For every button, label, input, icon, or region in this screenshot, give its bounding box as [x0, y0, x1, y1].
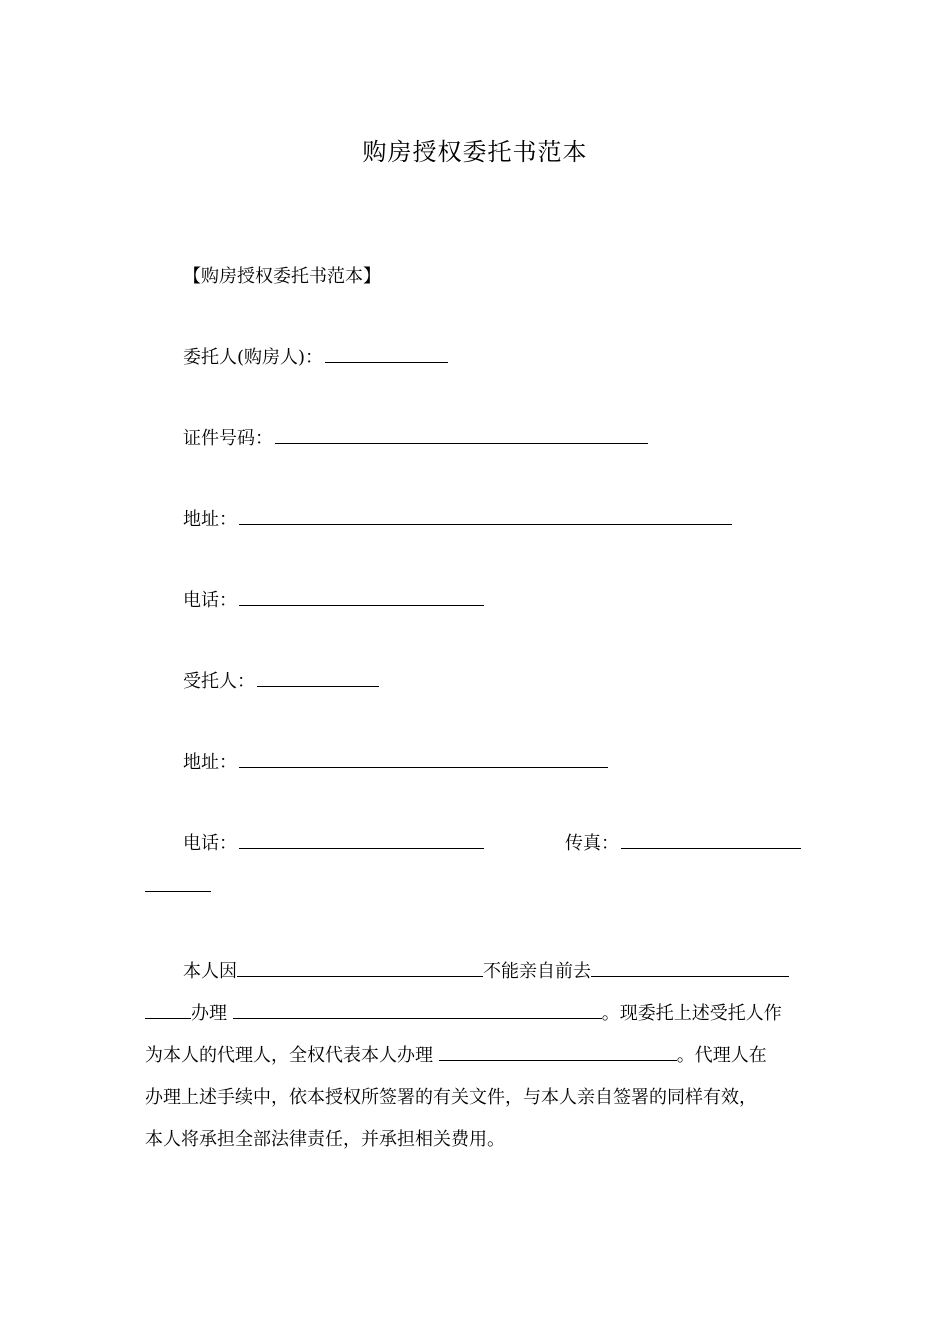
principal-address-blank[interactable]: [239, 506, 732, 525]
paragraph-line-4: 办理上述手续中，依本授权所签署的有关文件，与本人亲自签署的同样有效，: [145, 1087, 757, 1108]
agent-phone-blank[interactable]: [239, 830, 484, 849]
document-heading: 【购房授权委托书范本】: [183, 266, 381, 287]
authorized-matter-blank[interactable]: [439, 1042, 677, 1061]
agent-fax-label: 传真：: [565, 833, 619, 854]
id-number-blank[interactable]: [275, 425, 648, 444]
agent-address-label: 地址：: [183, 752, 237, 773]
principal-phone-row: [183, 587, 484, 614]
id-number-row: [183, 425, 648, 452]
paragraph-seg-3: 办理: [191, 1003, 227, 1024]
paragraph-line-3: [145, 1035, 805, 1077]
paragraph-seg-2: 不能亲自前去: [483, 961, 591, 982]
principal-address-row: [183, 506, 732, 533]
location-blank-continued[interactable]: [145, 1000, 191, 1019]
principal-row: [183, 344, 448, 371]
agent-fax-blank-continued[interactable]: [145, 873, 211, 892]
agent-phone-row: [183, 830, 484, 857]
principal-blank[interactable]: [325, 344, 448, 363]
id-number-label: 证件号码：: [183, 428, 273, 449]
principal-label: 委托人(购房人)：: [183, 347, 324, 368]
agent-row: [183, 668, 379, 695]
agent-label: 受托人：: [183, 671, 255, 692]
document-title: 购房授权委托书范本: [362, 138, 588, 166]
principal-phone-label: 电话：: [183, 590, 237, 611]
agent-phone-label: 电话：: [183, 833, 237, 854]
paragraph-line-1: [145, 951, 805, 993]
agent-address-row: [183, 749, 608, 776]
principal-phone-blank[interactable]: [239, 587, 484, 606]
paragraph-seg-5: 为本人的代理人，全权代表本人办理: [145, 1045, 433, 1066]
agent-fax-blank[interactable]: [621, 830, 801, 849]
agent-address-blank[interactable]: [239, 749, 608, 768]
authorization-paragraph: [145, 951, 805, 1161]
paragraph-line-2: [145, 993, 805, 1035]
agent-blank[interactable]: [257, 668, 379, 687]
principal-address-label: 地址：: [183, 509, 237, 530]
paragraph-seg-6: 。代理人在: [676, 1045, 767, 1066]
agent-fax-row: [565, 830, 801, 857]
location-blank[interactable]: [591, 958, 789, 977]
paragraph-seg-4: 。现委托上述受托人作: [601, 1003, 782, 1024]
matter-blank[interactable]: [233, 1000, 602, 1019]
reason-blank[interactable]: [237, 958, 483, 977]
paragraph-line-5: 本人将承担全部法律责任，并承担相关费用。: [145, 1129, 505, 1150]
paragraph-seg-1: 本人因: [183, 961, 237, 982]
